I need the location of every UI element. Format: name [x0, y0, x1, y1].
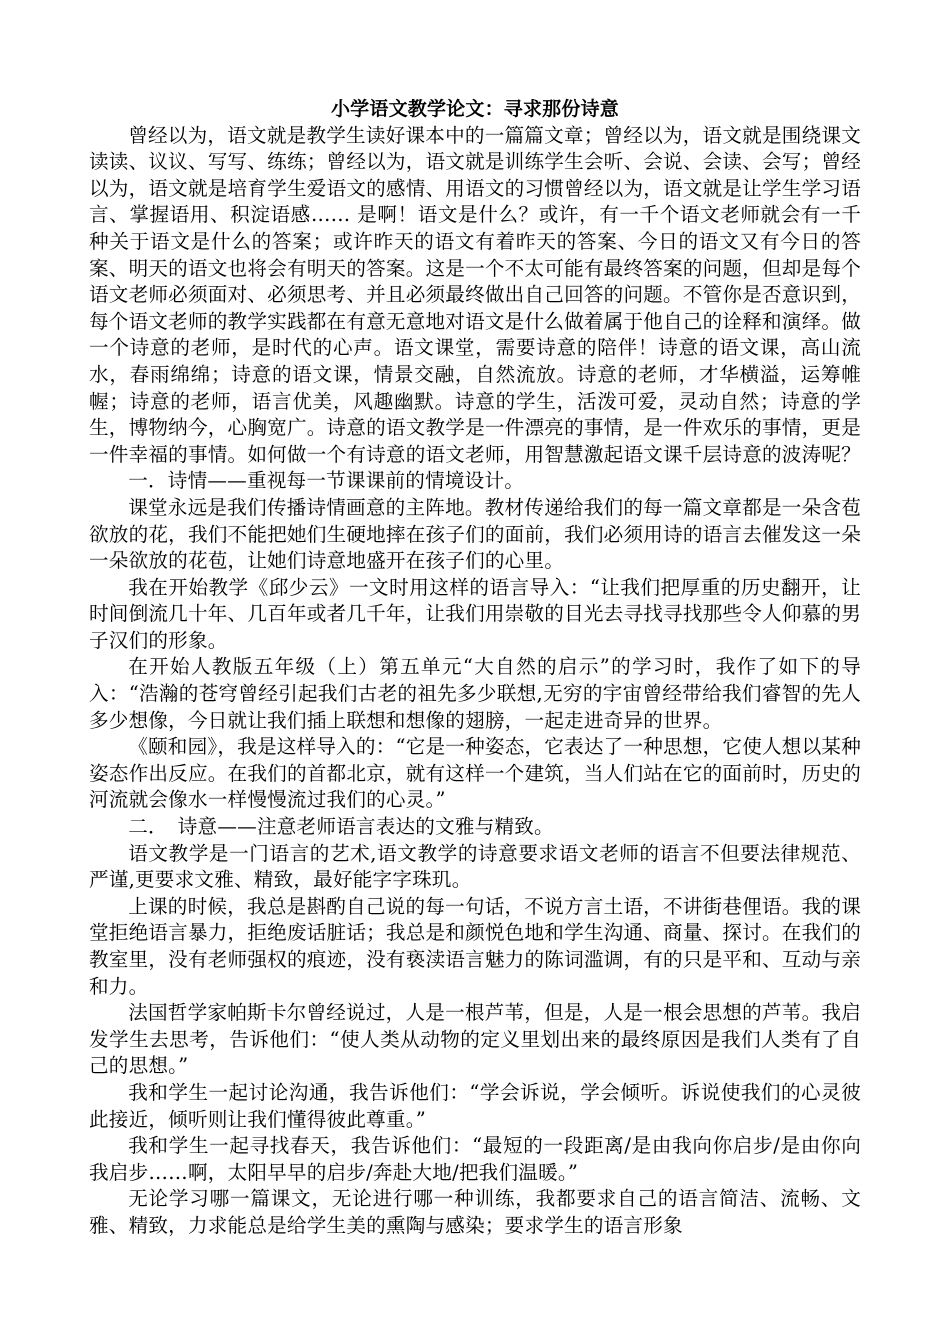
paragraph: 法国哲学家帕斯卡尔曾经说过，人是一根芦苇，但是，人是一根会思想的芦苇。我启发学生去思考，告诉他们：“使人类从动物的定义里划出来的最终原因是我们人类有了自己的思想。”: [89, 1001, 861, 1078]
document-title: 小学语文教学论文：寻求那份诗意: [330, 98, 619, 120]
section-heading-1: 一．诗情——重视每一节课课前的情境设计。: [128, 469, 525, 493]
paragraph: 我和学生一起讨论沟通，我告诉他们：“学会诉说，学会倾听。诉说使我们的心灵彼此接近，倾听则让我们懂得彼此尊重。”: [89, 1080, 861, 1131]
paragraph: 课堂永远是我们传播诗情画意的主阵地。教材传递给我们的每一篇文章都是一朵含苞欲放的花，我们不能把她们生硬地摔在孩子们的面前，我们必须用诗的语言去催发这一朵一朵欲放的花苞，让她们诗意地盛开在孩子们的心里。: [89, 495, 861, 573]
paragraph: 在开始人教版五年级（上）第五单元“大自然的启示”的学习时，我作了如下的导入：“浩瀚的苍穹曾经引起我们古老的祖先多少联想,无穷的宇宙曾经带给我们睿智的先人多少想像，今日就让我们插上联想和想像的翅膀，一起走进奇异的世界。: [89, 655, 861, 732]
document-page: [89, 96, 861, 1240]
paragraph: 无论学习哪一篇课文，无论进行哪一种训练，我都要求自己的语言简洁、流畅、文雅、精致，力求能总是给学生美的熏陶与感染；要求学生的语言形象: [89, 1187, 861, 1237]
paragraph: 语文教学是一门语言的艺术,语文教学的诗意要求语文老师的语言不但要法律规范、严谨,更要求文雅、精致，最好能字字珠玑。: [89, 841, 861, 892]
section-heading-2: 二． 诗意——注意老师语言表达的文雅与精致。: [128, 815, 554, 839]
paragraph: 我和学生一起寻找春天，我告诉他们：“最短的一段距离/是由我向你启步/是由你向我启步……啊，太阳早早的启步/奔赴大地/把我们温暖。”: [89, 1134, 861, 1184]
paragraph: 《颐和园》，我是这样导入的：“它是一种姿态，它表达了一种思想，它使人想以某种姿态作出反应。在我们的首都北京，就有这样一个建筑，当人们站在它的面前时，历史的河流就会像水一样慢慢流过我们的心灵。”: [89, 735, 861, 812]
paragraph: 我在开始教学《邱少云》一文时用这样的语言导入：“让我们把厚重的历史翻开，让时间倒流几十年、几百年或者几千年，让我们用崇敬的目光去寻找寻找那些令人仰慕的男子汉们的形象。: [89, 575, 861, 652]
paragraph-intro: 曾经以为，语文就是教学生读好课本中的一篇篇文章；曾经以为，语文就是围绕课文读读、议议、写写、练练；曾经以为，语文就是训练学生会听、会说、会读、会写；曾经以为，语文就是培育学生爱语文的感情、用语文的习惯曾经以为，语文就是让学生学习语言、掌握语用、积淀语感…… 是啊！语文是什么？或许，有一千个语文老师就会有一千种关于语文是什么的答案；或许昨天的语文有着昨天的答案、今日的语文又有今日的答案、明天的语文也将会有明天的答案。这是一个不太可能有最终答案的问题，但却是每个语文老师必须面对、必须思考、并且必须最终做出自己回答的问题。不管你是否意识到，每个语文老师的教学实践都在有意无意地对语文是什么做着属于他自己的诠释和演绎。做一个诗意的老师，是时代的心声。语文课堂，需要诗意的陪伴！诗意的语文课，高山流水，春雨绵绵；诗意的语文课，情景交融，自然流放。诗意的老师，才华横溢，运筹帷幄；诗意的老师，语言优美，风趣幽默。诗意的学生，活泼可爱，灵动自然；诗意的学生，博物纳今，心胸宽广。诗意的语文教学是一件漂亮的事情，是一件欢乐的事情，更是一件幸福的事情。如何做一个有诗意的语文老师，用智慧激起语文课千层诗意的波涛呢？: [89, 123, 861, 466]
paragraph: 上课的时候，我总是斟酌自己说的每一句话，不说方言土语，不讲街巷俚语。我的课堂拒绝语言暴力，拒绝废话脏话；我总是和颜悦色地和学生沟通、商量、探讨。在我们的教室里，没有老师强权的痕迹，没有亵渎语言魅力的陈词滥调，有的只是平和、互动与亲和力。: [89, 894, 861, 998]
